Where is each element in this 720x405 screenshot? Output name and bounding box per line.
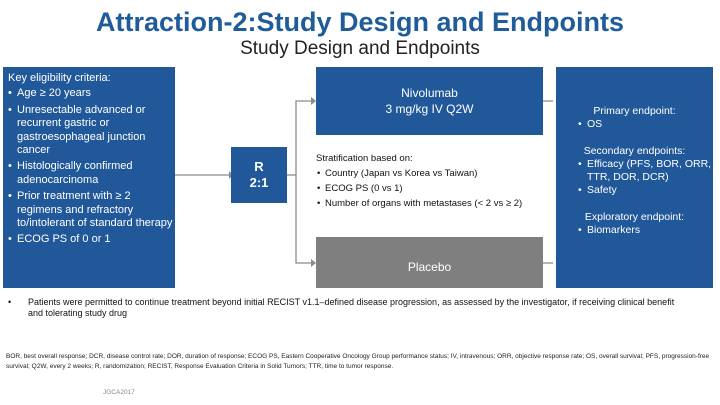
endpoints-box bbox=[556, 67, 713, 288]
nivolumab-drug: Nivolumab bbox=[401, 86, 458, 100]
stratification-item: • Country (Japan vs Korea vs Taiwan) bbox=[316, 166, 552, 181]
treatment-note bbox=[8, 297, 688, 319]
r-to-placebo-line bbox=[296, 175, 312, 263]
treatment-note-text: Patients were permitted to continue treatment beyond initial RECIST v1.1–defined disease progression, as assessed by the investigator, if receiving clinical benefit and tolerating study drug bbox=[28, 297, 675, 318]
stratification-block bbox=[316, 151, 552, 211]
exploratory-endpoint-heading: Exploratory endpoint: bbox=[584, 211, 685, 223]
note-bullet-icon: • bbox=[8, 297, 12, 307]
eligibility-item: • Histologically confirmed adenocarcinoma bbox=[8, 160, 175, 187]
nivolumab-dose: 3 mg/kg IV Q2W bbox=[385, 102, 474, 116]
secondary-endpoint-item: • Safety bbox=[578, 184, 713, 197]
secondary-endpoints-heading: Secondary endpoints: bbox=[583, 145, 686, 157]
primary-endpoint-heading: Primary endpoint: bbox=[593, 105, 676, 117]
primary-endpoint-list bbox=[556, 118, 713, 131]
exploratory-endpoint-list bbox=[556, 224, 713, 237]
slide-subtitle: Study Design and Endpoints bbox=[240, 38, 480, 59]
eligibility-item: • Age ≥ 20 years bbox=[8, 87, 175, 100]
placebo-arm-box bbox=[316, 237, 543, 288]
eligibility-item: • Unresectable advanced or recurrent gastric or gastroesophageal junction cancer bbox=[8, 104, 175, 158]
slide-title: Attraction-2:Study Design and Endpoints bbox=[95, 7, 624, 37]
footer-source: JGCA2017 bbox=[103, 389, 135, 396]
placebo-label: Placebo bbox=[407, 259, 452, 274]
eligibility-list bbox=[8, 87, 175, 246]
stratification-item: • Number of organs with metastases (< 2 vs ≥ 2) bbox=[316, 196, 552, 211]
primary-endpoint-item: • OS bbox=[578, 118, 713, 131]
nivolumab-arm-box bbox=[316, 67, 543, 135]
randomization-label: R bbox=[254, 159, 264, 174]
randomization-box bbox=[231, 147, 287, 203]
secondary-endpoints bbox=[556, 145, 713, 197]
eligibility-item: • Prior treatment with ≥ 2 regimens and refractory to/intolerant of standard therapy bbox=[8, 190, 175, 230]
randomization-ratio: 2:1 bbox=[249, 175, 269, 190]
eligibility-heading: Key eligibility criteria: bbox=[8, 72, 111, 84]
exploratory-endpoint-item: • Biomarkers bbox=[578, 224, 713, 237]
primary-endpoint bbox=[556, 105, 713, 131]
eligibility-criteria-box bbox=[3, 67, 175, 288]
stratification-item: • ECOG PS (0 vs 1) bbox=[316, 181, 552, 196]
exploratory-endpoint bbox=[556, 211, 713, 237]
stratification-list bbox=[316, 166, 552, 211]
secondary-endpoint-item: • Efficacy (PFS, BOR, ORR, TTR, DOR, DCR) bbox=[578, 158, 713, 184]
abbreviations-footnote: BOR, best overall response; DCR, disease control rate; DOR, duration of response; ECOG PS, Eastern Cooperative Oncology Group performance status; IV, intravenous; ORR, objective response rate; OS, overall survival; PFS, progression-free survival; Q2W, every 2 weeks; R, randomization; RECIST, Response Evaluation Criteria in Solid Tumors; TTR, time to tumor response. bbox=[6, 353, 710, 370]
r-to-nivolumab-line bbox=[296, 101, 312, 175]
secondary-endpoints-list bbox=[556, 158, 713, 197]
eligibility-item: • ECOG PS of 0 or 1 bbox=[8, 233, 175, 246]
stratification-heading: Stratification based on: bbox=[316, 153, 413, 164]
